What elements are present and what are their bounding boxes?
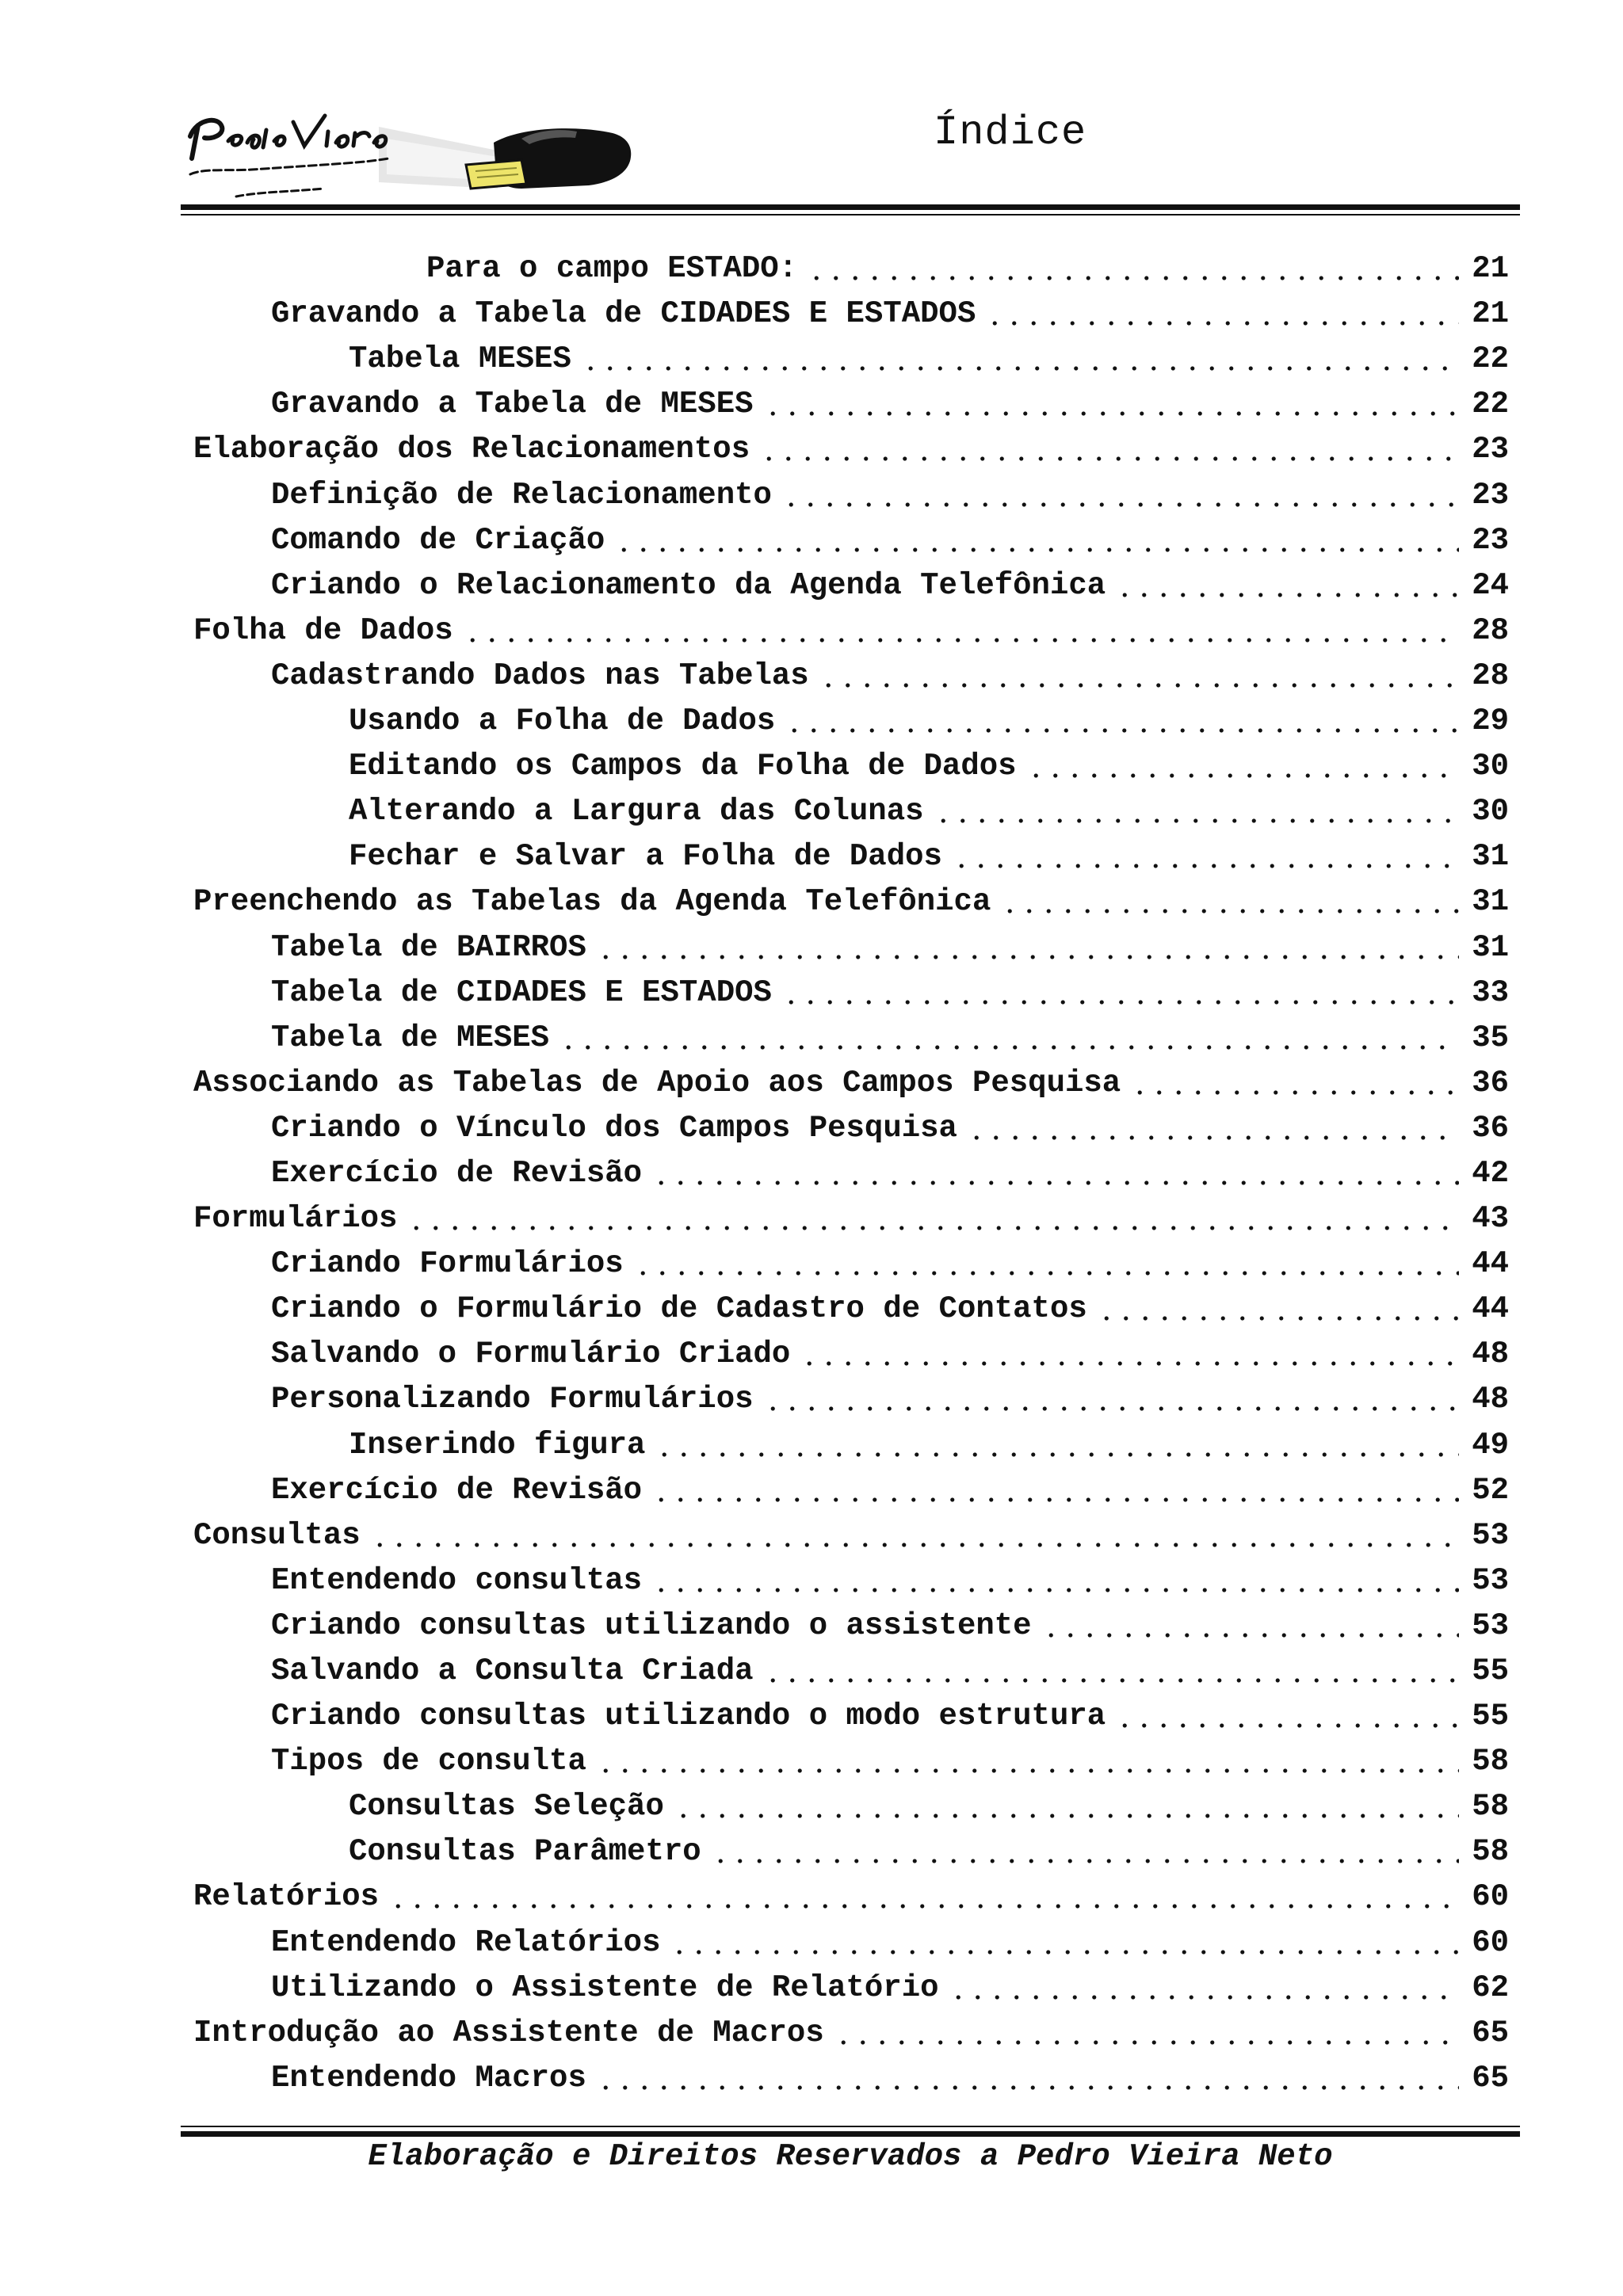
toc-entry[interactable] xyxy=(193,2012,1509,2057)
toc-entry-label: Consultas Seleção xyxy=(349,1789,664,1825)
toc-entry-label: Tabela de BAIRROS xyxy=(271,929,586,965)
toc-dot-leader xyxy=(781,1000,1459,1005)
toc-entry-page-number: 33 xyxy=(1472,974,1509,1010)
toc-dot-leader xyxy=(670,1950,1459,1955)
toc-entry-page-number: 23 xyxy=(1472,477,1509,513)
toc-entry[interactable] xyxy=(193,338,1509,383)
toc-entry[interactable] xyxy=(193,1830,1509,1875)
toc-entry[interactable] xyxy=(193,1333,1509,1378)
header-divider-thick xyxy=(181,204,1520,210)
toc-entry-page-number: 58 xyxy=(1472,1834,1509,1870)
toc-dot-leader xyxy=(785,728,1459,733)
toc-entry-page-number: 23 xyxy=(1472,522,1509,558)
page-title: Índice xyxy=(934,109,1087,156)
toc-entry-page-number: 44 xyxy=(1472,1246,1509,1282)
toc-dot-leader xyxy=(807,276,1459,280)
toc-entry[interactable] xyxy=(193,880,1509,925)
toc-dot-leader xyxy=(1130,1090,1459,1095)
toc-entry-page-number: 58 xyxy=(1472,1789,1509,1825)
toc-entry[interactable] xyxy=(193,1423,1509,1468)
toc-entry[interactable] xyxy=(193,700,1509,745)
page-header xyxy=(181,95,1520,206)
toc-entry-page-number: 52 xyxy=(1472,1472,1509,1508)
toc-entry-label: Criando o Vínculo dos Campos Pesquisa xyxy=(271,1110,957,1146)
toc-entry-page-number: 48 xyxy=(1472,1382,1509,1417)
toc-entry[interactable] xyxy=(193,1875,1509,1920)
toc-entry-label: Usando a Folha de Dados xyxy=(349,704,776,739)
toc-entry-label: Inserindo figura xyxy=(349,1427,646,1463)
toc-entry-label: Relatórios xyxy=(193,1879,380,1915)
toc-dot-leader xyxy=(581,366,1459,371)
toc-entry-label: Salvando o Formulário Criado xyxy=(271,1337,791,1372)
toc-entry[interactable] xyxy=(193,925,1509,971)
toc-dot-leader xyxy=(655,1452,1459,1457)
toc-entry-label: Tabela de MESES xyxy=(271,1020,550,1055)
toc-entry[interactable] xyxy=(193,473,1509,518)
toc-entry-page-number: 65 xyxy=(1472,2060,1509,2096)
toc-entry[interactable] xyxy=(193,1197,1509,1242)
toc-entry-page-number: 53 xyxy=(1472,1562,1509,1598)
toc-dot-leader xyxy=(651,1497,1459,1502)
toc-entry-label: Salvando a Consulta Criada xyxy=(271,1653,754,1688)
toc-entry-page-number: 60 xyxy=(1472,1924,1509,1960)
toc-entry-page-number: 42 xyxy=(1472,1155,1509,1191)
toc-dot-leader xyxy=(463,638,1460,643)
toc-entry-page-number: 22 xyxy=(1472,341,1509,377)
toc-dot-leader xyxy=(559,1045,1459,1050)
footer-copyright: Elaboração e Direitos Reservados a Pedro Vieira Neto xyxy=(368,2139,1333,2174)
toc-entry-label: Cadastrando Dados nas Tabelas xyxy=(271,658,809,693)
toc-entry-page-number: 35 xyxy=(1472,1020,1509,1055)
toc-entry-label: Entendendo Macros xyxy=(271,2060,586,2096)
toc-entry[interactable] xyxy=(193,1650,1509,1695)
header-divider-thin xyxy=(181,214,1520,215)
toc-entry[interactable] xyxy=(193,1514,1509,1559)
toc-entry[interactable] xyxy=(193,835,1509,880)
toc-entry[interactable] xyxy=(193,1242,1509,1287)
toc-dot-leader xyxy=(388,1904,1459,1909)
toc-entry-page-number: 60 xyxy=(1472,1879,1509,1915)
toc-dot-leader xyxy=(800,1361,1459,1366)
toc-entry-label: Criando consultas utilizando o assistente xyxy=(271,1608,1032,1643)
toc-entry-label: Folha de Dados xyxy=(193,612,453,648)
toc-entry-page-number: 31 xyxy=(1472,839,1509,875)
toc-dot-leader xyxy=(763,411,1460,416)
toc-entry[interactable] xyxy=(193,745,1509,790)
toc-entry-page-number: 30 xyxy=(1472,794,1509,830)
footer-divider-thick xyxy=(181,2131,1520,2137)
toc-dot-leader xyxy=(370,1543,1460,1547)
toc-entry-page-number: 30 xyxy=(1472,749,1509,784)
toc-entry-label: Introdução ao Assistente de Macros xyxy=(193,2015,824,2050)
toc-dot-leader xyxy=(614,547,1459,552)
toc-entry[interactable] xyxy=(193,1740,1509,1785)
toc-entry-page-number: 24 xyxy=(1472,567,1509,603)
toc-entry[interactable] xyxy=(193,1604,1509,1650)
toc-entry-page-number: 58 xyxy=(1472,1744,1509,1779)
toc-entry-label: Definição de Relacionamento xyxy=(271,477,772,513)
toc-entry[interactable] xyxy=(193,564,1509,609)
toc-entry-page-number: 28 xyxy=(1472,658,1509,693)
toc-dot-leader xyxy=(674,1814,1459,1818)
toc-entry[interactable] xyxy=(193,1695,1509,1740)
toc-dot-leader xyxy=(819,683,1459,688)
toc-dot-leader xyxy=(596,955,1459,959)
company-logo xyxy=(181,95,640,206)
toc-entry[interactable] xyxy=(193,654,1509,700)
toc-entry-label: Gravando a Tabela de CIDADES E ESTADOS xyxy=(271,296,976,332)
toc-entry-label: Criando o Formulário de Cadastro de Contatos xyxy=(271,1291,1087,1327)
toc-dot-leader xyxy=(651,1180,1459,1185)
toc-entry[interactable] xyxy=(193,247,1509,292)
toc-dot-leader xyxy=(1097,1316,1459,1321)
toc-dot-leader xyxy=(952,864,1459,868)
toc-entry-page-number: 65 xyxy=(1472,2015,1509,2050)
toc-entry-label: Alterando a Largura das Colunas xyxy=(349,794,924,830)
toc-dot-leader xyxy=(967,1135,1459,1140)
toc-entry[interactable] xyxy=(193,1378,1509,1423)
toc-entry-page-number: 53 xyxy=(1472,1608,1509,1643)
toc-entry-page-number: 23 xyxy=(1472,432,1509,467)
toc-entry-label: Tipos de consulta xyxy=(271,1744,586,1779)
toc-dot-leader xyxy=(596,1768,1459,1773)
toc-entry-label: Tabela de CIDADES E ESTADOS xyxy=(271,974,772,1010)
toc-entry-label: Personalizando Formulários xyxy=(271,1382,754,1417)
toc-dot-leader xyxy=(985,321,1459,326)
toc-entry-page-number: 29 xyxy=(1472,704,1509,739)
toc-entry-label: Criando consultas utilizando o modo estrutura xyxy=(271,1699,1106,1734)
toc-entry-label: Criando Formulários xyxy=(271,1246,624,1282)
toc-entry[interactable] xyxy=(193,383,1509,428)
toc-entry[interactable] xyxy=(193,2057,1509,2102)
toc-dot-leader xyxy=(934,818,1460,823)
toc-entry-page-number: 53 xyxy=(1472,1517,1509,1553)
toc-entry-label: Entendendo consultas xyxy=(271,1562,643,1598)
toc-dot-leader xyxy=(834,2040,1459,2045)
toc-entry-label: Exercício de Revisão xyxy=(271,1155,643,1191)
toc-entry-label: Criando o Relacionamento da Agenda Telefônica xyxy=(271,567,1106,603)
toc-entry-page-number: 36 xyxy=(1472,1110,1509,1146)
toc-entry[interactable] xyxy=(193,1469,1509,1514)
toc-entry-label: Preenchendo as Tabelas da Agenda Telefônica xyxy=(193,884,991,920)
toc-entry-label: Comando de Criação xyxy=(271,522,605,558)
table-of-contents xyxy=(193,247,1509,2102)
toc-dot-leader xyxy=(763,1678,1460,1683)
toc-entry-label: Utilizando o Assistente de Relatório xyxy=(271,1970,939,2005)
toc-entry-page-number: 31 xyxy=(1472,884,1509,920)
toc-entry-label: Tabela MESES xyxy=(349,341,571,377)
toc-entry-page-number: 21 xyxy=(1472,251,1509,287)
toc-dot-leader xyxy=(711,1859,1460,1863)
footer-divider-thin xyxy=(181,2126,1520,2127)
toc-entry-label: Consultas xyxy=(193,1517,361,1553)
toc-entry[interactable] xyxy=(193,1107,1509,1152)
toc-dot-leader xyxy=(1115,593,1459,597)
toc-entry-page-number: 44 xyxy=(1472,1291,1509,1327)
toc-entry[interactable] xyxy=(193,971,1509,1016)
toc-entry[interactable] xyxy=(193,428,1509,473)
toc-entry-page-number: 36 xyxy=(1472,1065,1509,1100)
toc-entry[interactable] xyxy=(193,1016,1509,1062)
toc-entry-page-number: 62 xyxy=(1472,1970,1509,2005)
toc-dot-leader xyxy=(1115,1723,1459,1728)
toc-entry[interactable] xyxy=(193,1152,1509,1197)
toc-entry[interactable] xyxy=(193,1559,1509,1604)
toc-entry-label: Consultas Parâmetro xyxy=(349,1834,701,1870)
toc-entry[interactable] xyxy=(193,790,1509,835)
toc-entry-label: Exercício de Revisão xyxy=(271,1472,643,1508)
toc-entry[interactable] xyxy=(193,1785,1509,1830)
toc-entry-page-number: 22 xyxy=(1472,387,1509,422)
toc-entry[interactable] xyxy=(193,1966,1509,2012)
toc-dot-leader xyxy=(1000,909,1459,913)
toc-entry-page-number: 28 xyxy=(1472,612,1509,648)
toc-entry[interactable] xyxy=(193,1287,1509,1333)
toc-entry[interactable] xyxy=(193,609,1509,654)
toc-entry-label: Associando as Tabelas de Apoio aos Campos Pesquisa xyxy=(193,1065,1121,1100)
toc-entry-page-number: 49 xyxy=(1472,1427,1509,1463)
toc-entry-label: Formulários xyxy=(193,1201,398,1237)
toc-entry-page-number: 31 xyxy=(1472,929,1509,965)
toc-entry-label: Entendendo Relatórios xyxy=(271,1924,661,1960)
toc-entry[interactable] xyxy=(193,1920,1509,1966)
toc-dot-leader xyxy=(781,502,1459,507)
toc-dot-leader xyxy=(596,2085,1459,2090)
toc-entry[interactable] xyxy=(193,519,1509,564)
toc-entry-label: Editando os Campos da Folha de Dados xyxy=(349,749,1017,784)
toc-entry-label: Fechar e Salvar a Folha de Dados xyxy=(349,839,942,875)
toc-dot-leader xyxy=(949,1995,1460,2000)
toc-entry-page-number: 55 xyxy=(1472,1699,1509,1734)
toc-dot-leader xyxy=(407,1226,1459,1230)
toc-entry-page-number: 55 xyxy=(1472,1653,1509,1688)
toc-dot-leader xyxy=(763,1406,1460,1411)
toc-dot-leader xyxy=(651,1588,1459,1592)
toc-entry-label: Gravando a Tabela de MESES xyxy=(271,387,754,422)
toc-dot-leader xyxy=(1026,773,1460,778)
toc-dot-leader xyxy=(759,456,1459,461)
toc-entry-page-number: 21 xyxy=(1472,296,1509,332)
toc-entry[interactable] xyxy=(193,1062,1509,1107)
toc-dot-leader xyxy=(1041,1633,1460,1638)
toc-entry-label: Elaboração dos Relacionamentos xyxy=(193,432,750,467)
toc-dot-leader xyxy=(633,1271,1460,1276)
toc-entry-page-number: 48 xyxy=(1472,1337,1509,1372)
toc-entry[interactable] xyxy=(193,292,1509,338)
toc-entry-label: Para o campo ESTADO: xyxy=(426,251,798,287)
toc-entry-page-number: 43 xyxy=(1472,1201,1509,1237)
